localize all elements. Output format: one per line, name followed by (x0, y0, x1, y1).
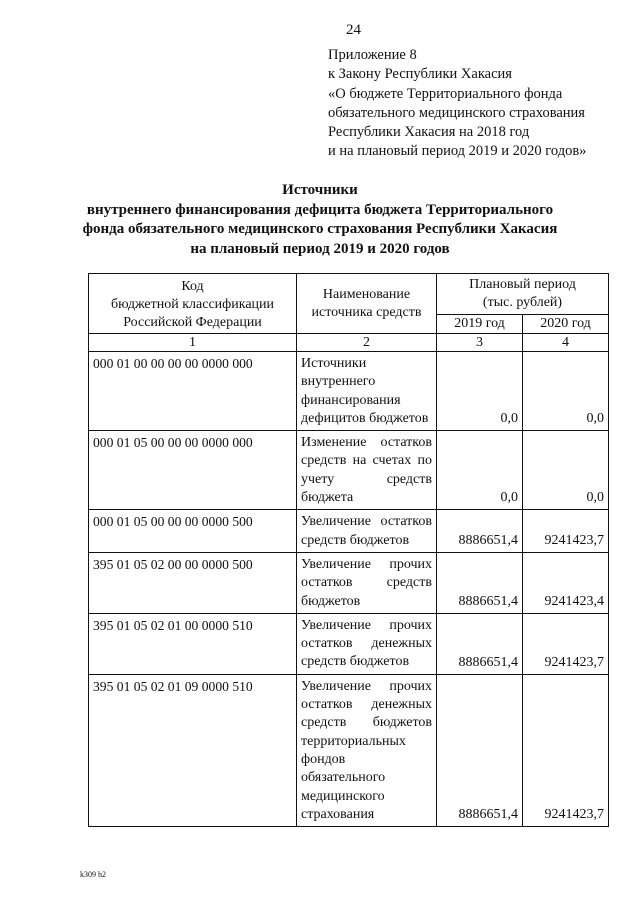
row-code-cell: 000 01 05 00 00 00 0000 000 (89, 431, 297, 510)
row-value-2019: 0,0 (437, 431, 523, 510)
table-header-row (89, 274, 609, 315)
appendix-line: «О бюджете Территориального фонда (328, 85, 563, 102)
title-line: фонда обязательного медицинского страхования Республики Хакасия (82, 221, 558, 238)
row-name-cell: Увеличение прочих остатков денежных средств бюджетов территориальных фондов обязательного медицинского страхования (297, 674, 437, 826)
sources-table (88, 273, 609, 827)
row-value-2020: 9241423,7 (523, 510, 609, 553)
appendix-line: Приложение 8 (328, 47, 417, 63)
row-name-cell: Изменение остатков средств на счетах по учету средств бюджета (297, 431, 437, 510)
table-row (89, 510, 609, 553)
row-name-cell: Увеличение остатков средств бюджетов (297, 510, 437, 553)
footer-code: k309 h2 (80, 870, 106, 879)
row-name-cell: Источники внутреннего финансирования дефицитов бюджетов (297, 352, 437, 431)
header-name-line: источника средств (311, 304, 422, 320)
row-value-2020: 0,0 (523, 352, 609, 431)
row-value-2020: 0,0 (523, 431, 609, 510)
row-value-2019: 8886651,4 (437, 674, 523, 826)
row-code-cell: 395 01 05 02 00 00 0000 500 (89, 552, 297, 613)
header-code (89, 274, 297, 334)
column-number: 4 (523, 334, 609, 352)
row-name-cell: Увеличение прочих остатков средств бюджетов (297, 552, 437, 613)
document-title (0, 181, 640, 259)
row-code-cell: 395 01 05 02 01 00 0000 510 (89, 613, 297, 674)
table-row (89, 613, 609, 674)
row-code-cell: 000 01 05 00 00 00 0000 500 (89, 510, 297, 553)
header-year-2019: 2019 год (437, 315, 523, 334)
row-value-2019: 8886651,4 (437, 510, 523, 553)
table-row (89, 431, 609, 510)
appendix-line: и на плановый период 2019 и 2020 годов» (328, 143, 587, 160)
row-value-2020: 9241423,7 (523, 674, 609, 826)
header-code-line: Код (181, 278, 204, 294)
row-name-cell: Увеличение прочих остатков денежных средств бюджетов (297, 613, 437, 674)
table-row (89, 674, 609, 826)
header-name-line: Наименование (322, 286, 411, 302)
column-number-row (89, 334, 609, 352)
page-number: 24 (346, 22, 361, 38)
row-value-2019: 0,0 (437, 352, 523, 431)
title-line: Источники (282, 182, 358, 198)
column-number: 2 (297, 334, 437, 352)
row-code-cell: 000 01 00 00 00 00 0000 000 (89, 352, 297, 431)
appendix-note (328, 46, 586, 162)
title-line: внутреннего финансирования дефицита бюджета Территориального (86, 201, 554, 218)
header-period (437, 274, 609, 315)
appendix-line: Республики Хакасия на 2018 год (328, 124, 530, 141)
header-year-2020: 2020 год (523, 315, 609, 334)
table-row (89, 552, 609, 613)
row-value-2020: 9241423,7 (523, 613, 609, 674)
row-value-2019: 8886651,4 (437, 552, 523, 613)
row-code-cell: 395 01 05 02 01 09 0000 510 (89, 674, 297, 826)
table-row (89, 352, 609, 431)
header-code-line: бюджетной классификации (110, 296, 275, 312)
appendix-line: обязательного медицинского страхования (328, 104, 585, 121)
row-value-2020: 9241423,4 (523, 552, 609, 613)
row-value-2019: 8886651,4 (437, 613, 523, 674)
table-body (89, 352, 609, 827)
column-number: 1 (89, 334, 297, 352)
header-name (297, 274, 437, 334)
appendix-line: к Закону Республики Хакасия (328, 66, 512, 83)
title-line: на плановый период 2019 и 2020 годов (190, 240, 450, 257)
header-period-line: (тыс. рублей) (482, 295, 563, 310)
header-code-line: Российской Федерации (123, 314, 262, 330)
header-period-line: Плановый период (469, 277, 576, 292)
column-number: 3 (437, 334, 523, 352)
